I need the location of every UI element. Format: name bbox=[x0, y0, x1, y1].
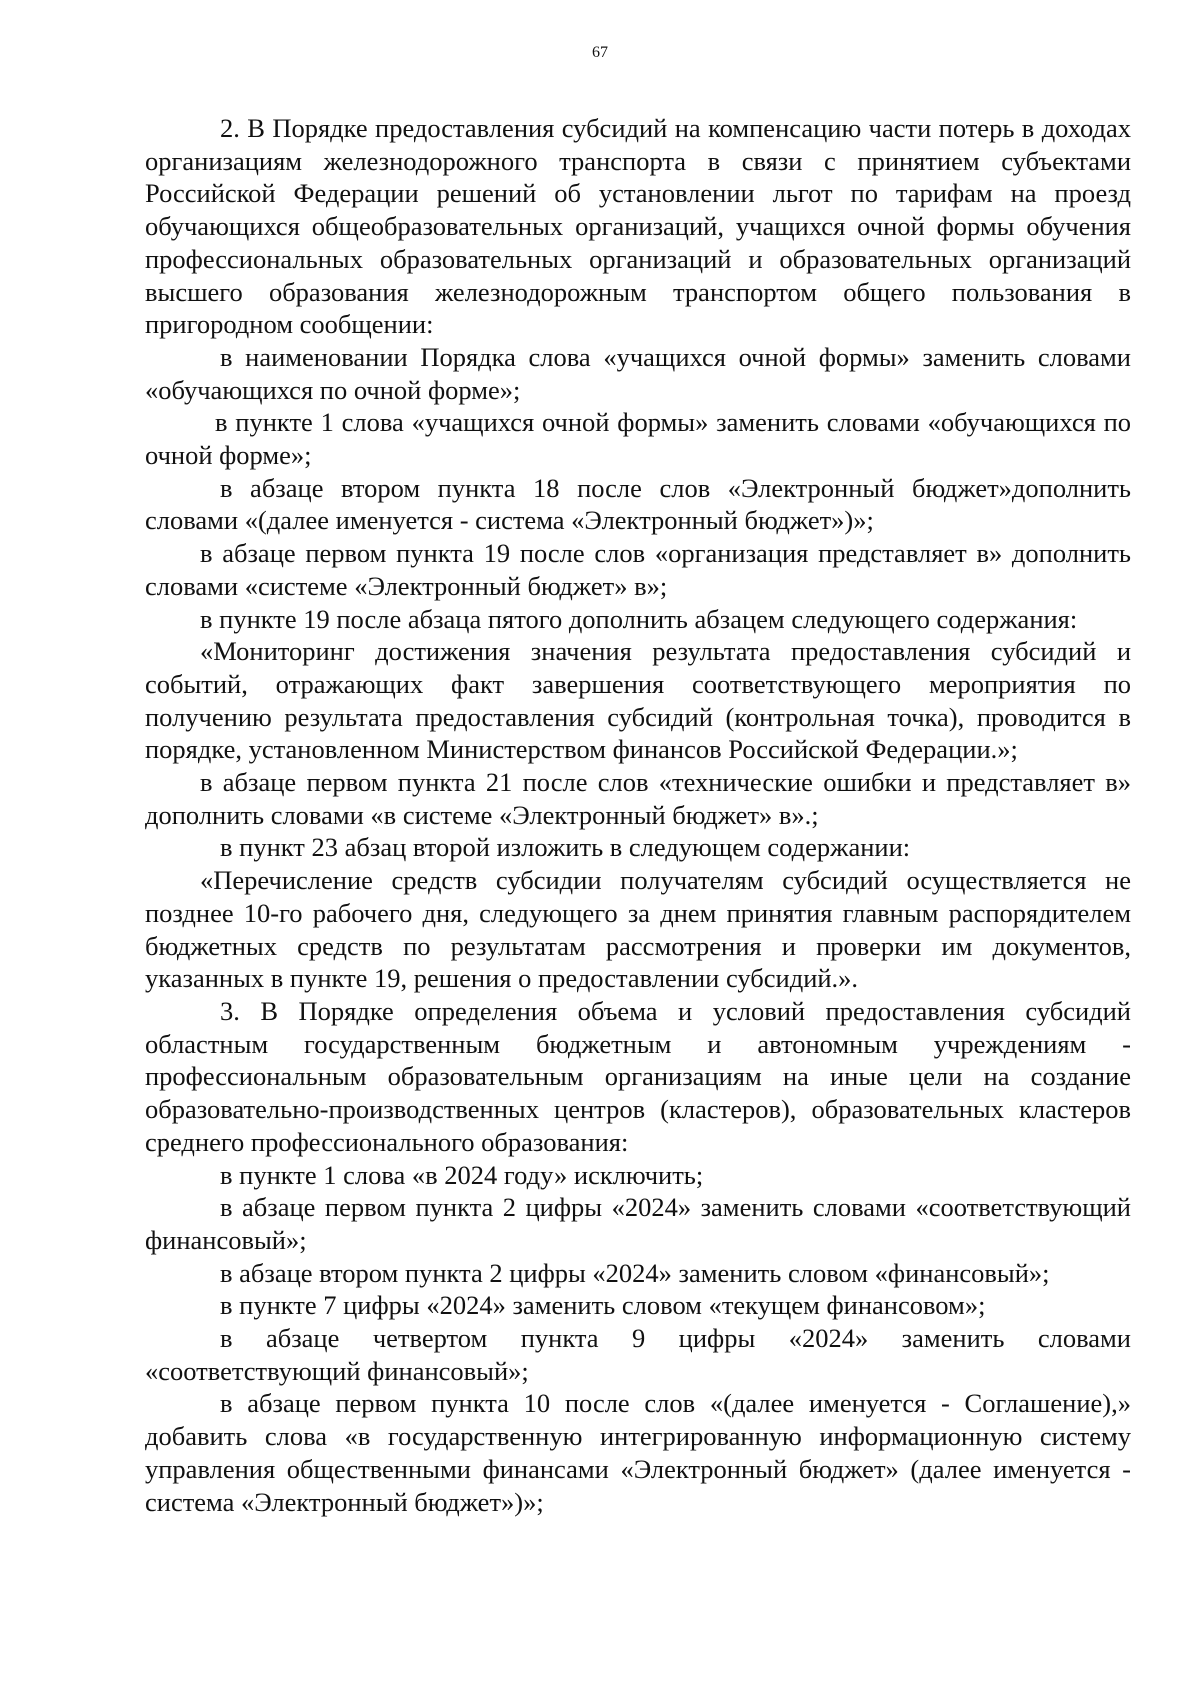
paragraph-section-3-intro: 3. В Порядке определения объема и условий предоставления субсидий областным государственным бюджетным и автономным учреждениям - профессиональным образовательным организациям на иные цели на создание образовательно-производственных центров (кластеров), образовательных кластеров среднего профессионального образования: bbox=[145, 995, 1131, 1157]
paragraph-amendment: в пункт 23 абзац второй изложить в следующем содержании: bbox=[220, 832, 911, 863]
paragraph-amendment: в абзаце первом пункта 2 цифры «2024» заменить словами «соответствующий финансовый»; bbox=[145, 1192, 1131, 1255]
paragraph-amendment: в наименовании Порядка слова «учащихся очной формы» заменить словами «обучающихся по очной форме»; bbox=[145, 341, 1131, 405]
paragraph-amendment: в пункте 1 слова «в 2024 году» исключить; bbox=[220, 1159, 704, 1190]
paragraph-amendment: в пункте 7 цифры «2024» заменить словом «текущем финансовом»; bbox=[220, 1290, 986, 1321]
paragraph-amendment: в пункте 1 слова «учащихся очной формы» заменить словами «обучающихся по очной форме»; bbox=[145, 407, 1131, 471]
paragraph-amendment: в абзаце втором пункта 18 после слов «Электронный бюджет»дополнить словами «(далее именуется - система «Электронный бюджет»)»; bbox=[145, 472, 1131, 536]
paragraph-quoted-text: «Мониторинг достижения значения результата предоставления субсидий и событий, отражающих факт завершения соответствующего мероприятия по получению результата предоставления субсидий (контрольная точка), проводится в порядке, установленном Министерством финансов Российской Федерации.»; bbox=[145, 636, 1131, 765]
paragraph-amendment: в абзаце первом пункта 10 после слов «(далее именуется - Соглашение),» добавить слова «в государственную интегрированную информационную систему управления общественными финансами «Электронный бюджет» (далее именуется - система «Электронный бюджет»)»; bbox=[145, 1388, 1131, 1517]
paragraph-amendment: в абзаце первом пункта 21 после слов «технические ошибки и представляет в» дополнить словами «в системе «Электронный бюджет» в».; bbox=[145, 767, 1131, 830]
paragraph-section-2-intro: 2. В Порядке предоставления субсидий на компенсацию части потерь в доходах организациям железнодорожного транспорта в связи с принятием субъектами Российской Федерации решений об установлении льгот по тарифам на проезд обучающихся общеобразовательных организаций, учащихся очной формы обучения профессиональных образовательных организаций и образовательных организаций высшего образования железнодорожным транспортом общего пользования в пригородном сообщении: bbox=[145, 113, 1131, 340]
paragraph-amendment: в пункте 19 после абзаца пятого дополнить абзацем следующего содержания: bbox=[200, 603, 1078, 634]
paragraph-amendment: в абзаце четвертом пункта 9 цифры «2024» заменить словами «соответствующий финансовый»; bbox=[145, 1323, 1131, 1386]
page-number: 67 bbox=[592, 44, 608, 61]
document-body bbox=[145, 112, 1131, 1518]
paragraph-quoted-text: «Перечисление средств субсидии получателям субсидий осуществляется не позднее 10-го рабочего дня, следующего за днем принятия главным распорядителем бюджетных средств по результатам рассмотрения и проверки им документов, указанных в пункте 19, решения о предоставлении субсидий.». bbox=[145, 865, 1131, 994]
paragraph-amendment: в абзаце первом пункта 19 после слов «организация представляет в» дополнить словами «системе «Электронный бюджет» в»; bbox=[145, 538, 1131, 601]
paragraph-amendment: в абзаце втором пункта 2 цифры «2024» заменить словом «финансовый»; bbox=[220, 1257, 1050, 1288]
